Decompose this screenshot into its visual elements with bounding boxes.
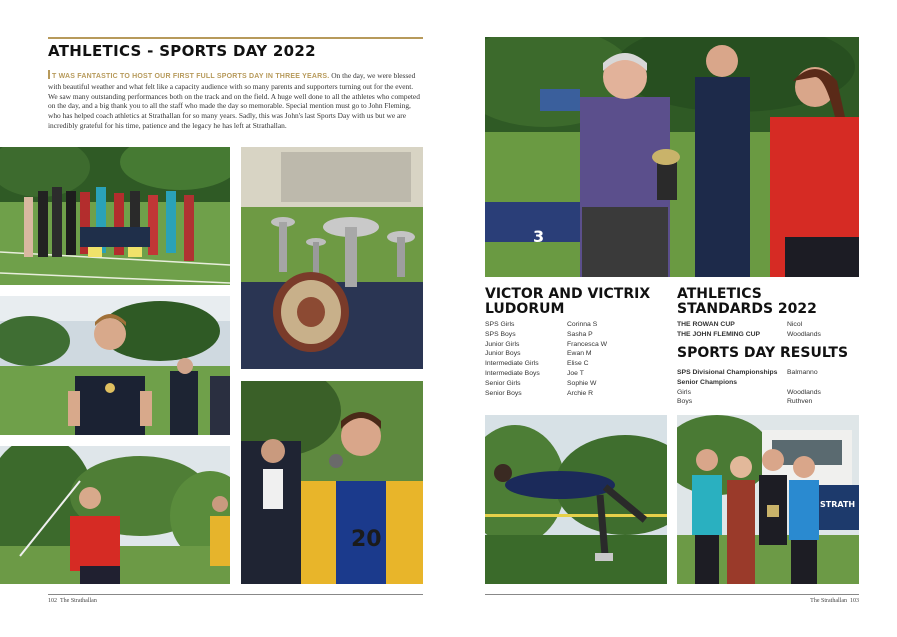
victor-row-value: Archie R <box>567 389 594 397</box>
standards-row <box>677 330 859 340</box>
victor-row-label: SPS Girls <box>485 321 515 328</box>
victor-row-value: Francesca W <box>567 340 608 348</box>
folio-right <box>485 598 859 604</box>
victor-row <box>485 369 665 379</box>
photo-trophy-presentation <box>485 37 859 277</box>
victor-row-value: Corinna S <box>567 321 598 328</box>
strathallan-sign: STRATH <box>820 500 856 509</box>
results-row <box>677 397 859 407</box>
intro-body: On the day, we were blessed with beautiful weather and what felt like a capacity audience with so many parents and supporters turning out for the event. We saw many outstanding performances both on the track and on the field. A huge well done to all the athletes who competed on the day, and a big thank you to all the staff who made the day so memorable. Special mention must go to John Fleming, who has helped coach athletics at Strathallan for so many years. Sadly, this was John's last Sports Day with us but we are incredibly grateful for his time, patience and the legacy he has left at Strathallan. <box>48 71 420 130</box>
victor-ludorum-list <box>485 320 665 398</box>
drop-cap-bar <box>48 70 50 79</box>
athlete-bib-number: 20 <box>351 527 382 552</box>
results-row <box>677 388 859 398</box>
victor-row-label: Senior Boys <box>485 389 522 397</box>
victor-ludorum-heading: VICTOR AND VICTRIX LUDORUM <box>485 286 651 317</box>
victor-row-value: Elise C <box>567 360 589 368</box>
photo-high-jump <box>485 415 667 584</box>
victor-row-value: Sophie W <box>567 379 597 387</box>
athletics-standards-heading: ATHLETICS STANDARDS 2022 <box>677 286 817 317</box>
standards-row-value: Woodlands <box>787 330 821 338</box>
sports-day-results-list <box>677 368 859 407</box>
results-row-label: SPS Divisional Championships <box>677 369 778 376</box>
publication-title-left: The Strathallan <box>60 598 97 604</box>
results-row-value: Balmanno <box>787 369 818 376</box>
victor-row <box>485 349 665 359</box>
intro-paragraph <box>48 70 420 131</box>
photo-trophies <box>241 147 423 369</box>
victor-row-label: Intermediate Girls <box>485 360 539 368</box>
victor-row-label: Intermediate Boys <box>485 369 540 377</box>
victor-row <box>485 320 665 330</box>
results-row-value: Woodlands <box>787 388 821 396</box>
victor-row-label: Senior Girls <box>485 379 521 387</box>
athletics-standards-list <box>677 320 859 340</box>
sports-day-results-heading: SPORTS DAY RESULTS <box>677 345 849 361</box>
page-title: ATHLETICS - SPORTS DAY 2022 <box>48 42 316 60</box>
victor-row-label: Junior Boys <box>485 350 521 358</box>
victor-row <box>485 340 665 350</box>
victor-row <box>485 379 665 389</box>
photo-cup-winners <box>677 415 859 584</box>
photo-javelin <box>0 446 230 584</box>
publication-title-right: The Strathallan <box>810 598 847 604</box>
results-row-value: Ruthven <box>787 398 813 406</box>
results-row <box>677 368 859 378</box>
results-row-label: Girls <box>677 388 691 396</box>
victor-row-value: Ewan M <box>567 350 592 358</box>
page-number-right: 103 <box>850 598 859 604</box>
results-row-label: Senior Champions <box>677 378 738 386</box>
victor-row-value: Sasha P <box>567 330 593 338</box>
victor-row-value: Joe T <box>567 369 584 377</box>
photo-team-group <box>0 147 230 285</box>
title-rule <box>48 37 423 39</box>
lane-number: 3 <box>533 227 545 246</box>
standards-row-label: THE ROWAN CUP <box>677 321 735 328</box>
intro-lead: T WAS FANTASTIC TO HOST OUR FIRST FULL SPORTS DAY IN THREE YEARS. <box>52 73 330 80</box>
results-row-label: Boys <box>677 398 693 406</box>
photo-medal-athlete <box>0 296 230 435</box>
victor-row <box>485 330 665 340</box>
footer-rule-right <box>485 594 859 595</box>
folio-left <box>48 598 97 604</box>
standards-row-label: THE JOHN FLEMING CUP <box>677 330 761 338</box>
standards-row-value: Nicol <box>787 321 803 328</box>
photo-shot-put <box>241 381 423 584</box>
footer-rule-left <box>48 594 423 595</box>
results-row <box>677 378 859 388</box>
victor-row-label: Junior Girls <box>485 340 520 348</box>
page-number-left: 102 <box>48 598 57 604</box>
victor-row-label: SPS Boys <box>485 330 516 338</box>
victor-row <box>485 359 665 369</box>
victor-row <box>485 389 665 399</box>
standards-row <box>677 320 859 330</box>
